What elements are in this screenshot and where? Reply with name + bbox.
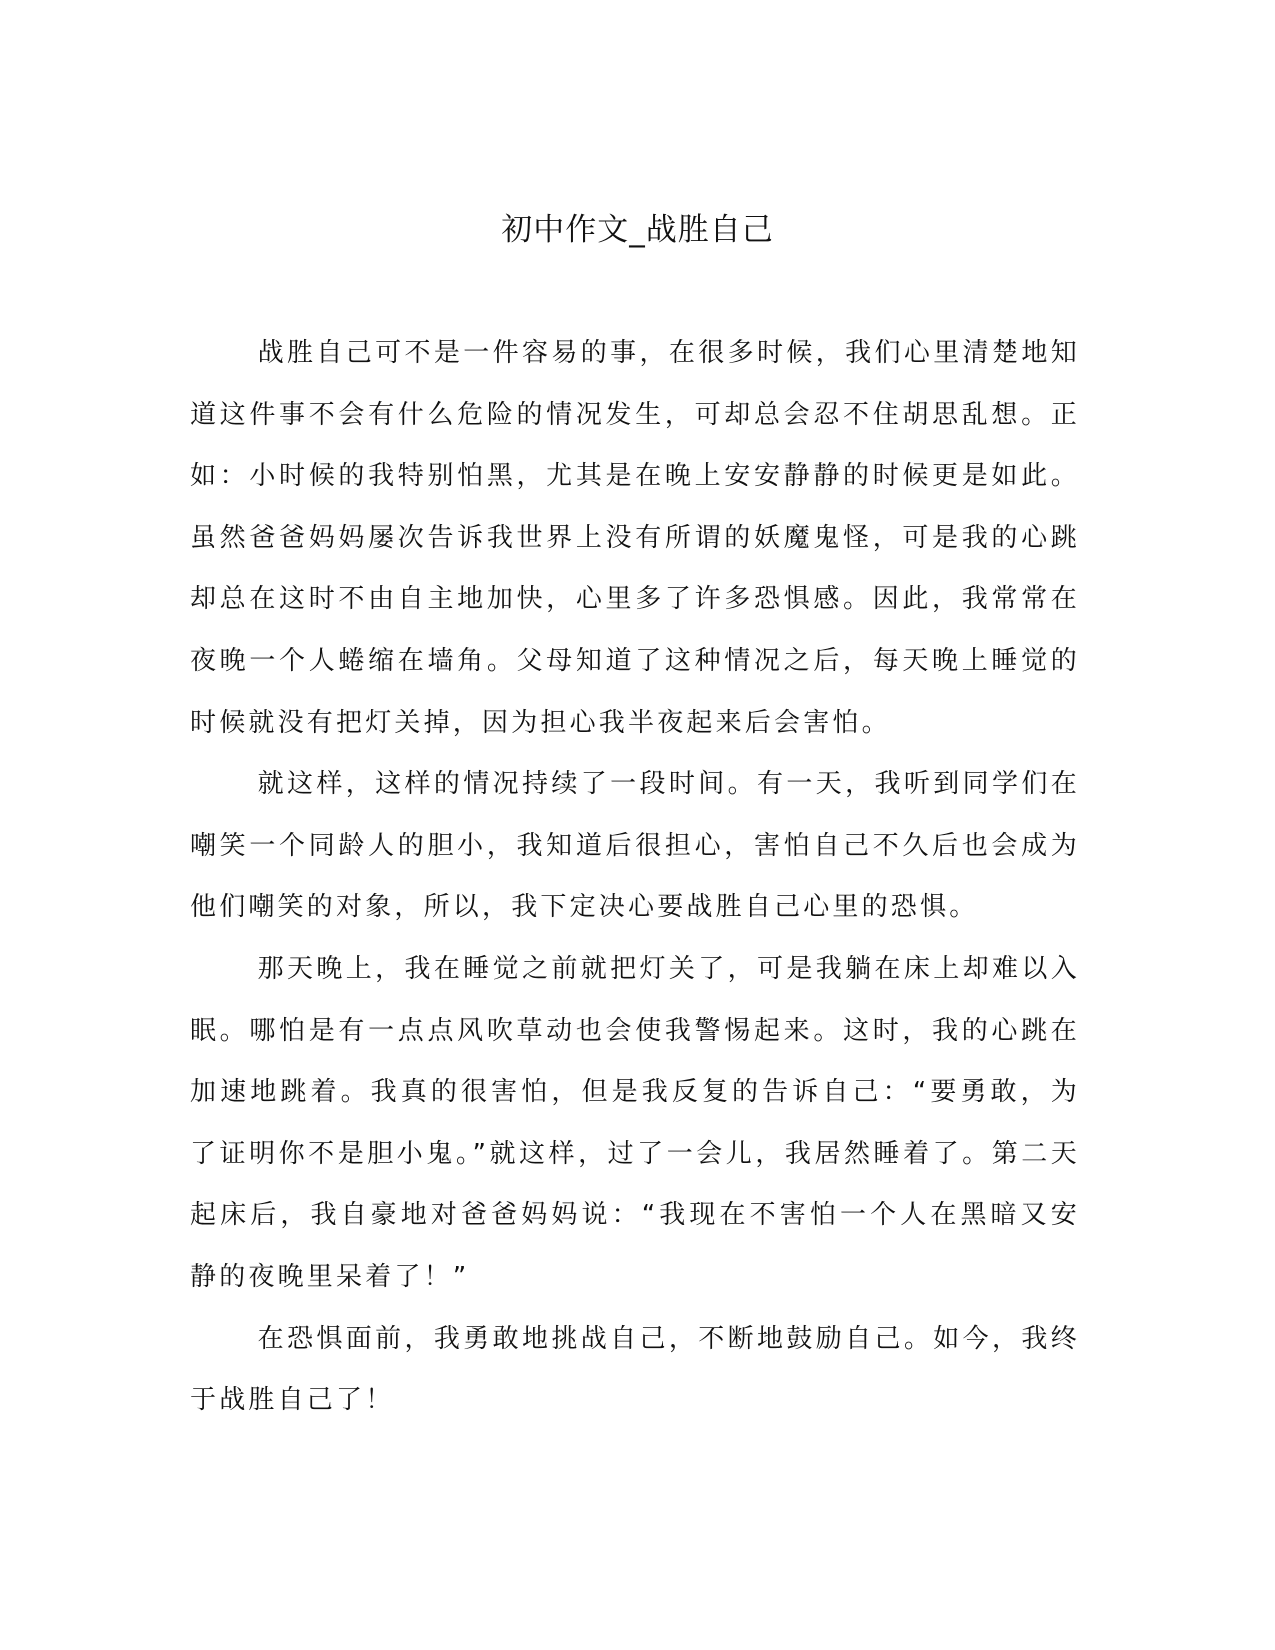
- paragraph-1: 战胜自己可不是一件容易的事，在很多时候，我们心里清楚地知道这件事不会有什么危险的情况发生，可却总会忍不住胡思乱想。正如：小时候的我特别怕黑，尤其是在晚上安安静静的时候更是如此。虽然爸爸妈妈屡次告诉我世界上没有所谓的妖魔鬼怪，可是我的心跳却总在这时不由自主地加快，心里多了许多恐惧感。因此，我常常在夜晚一个人蜷缩在墙角。父母知道了这种情况之后，每天晚上睡觉的时候就没有把灯关掉，因为担心我半夜起来后会害怕。: [190, 338, 1080, 738]
- paragraph-2: 就这样，这样的情况持续了一段时间。有一天，我听到同学们在嘲笑一个同龄人的胆小，我知道后很担心，害怕自己不久后也会成为他们嘲笑的对象，所以，我下定决心要战胜自己心里的恐惧。: [190, 769, 1080, 923]
- document-title: 初中作文_战胜自己: [501, 212, 774, 248]
- document-body: [190, 323, 1080, 1432]
- paragraph-3: 那天晚上，我在睡觉之前就把灯关了，可是我躺在床上却难以入眠。哪怕是有一点点风吹草动也会使我警惕起来。这时，我的心跳在加速地跳着。我真的很害怕，但是我反复的告诉自己：“要勇敢，为了证明你不是胆小鬼。”就这样，过了一会儿，我居然睡着了。第二天起床后，我自豪地对爸爸妈妈说：“我现在不害怕一个人在黑暗又安静的夜晚里呆着了！”: [190, 953, 1080, 1292]
- paragraph-4: 在恐惧面前，我勇敢地挑战自己，不断地鼓励自己。如今，我终于战胜自己了！: [190, 1323, 1080, 1416]
